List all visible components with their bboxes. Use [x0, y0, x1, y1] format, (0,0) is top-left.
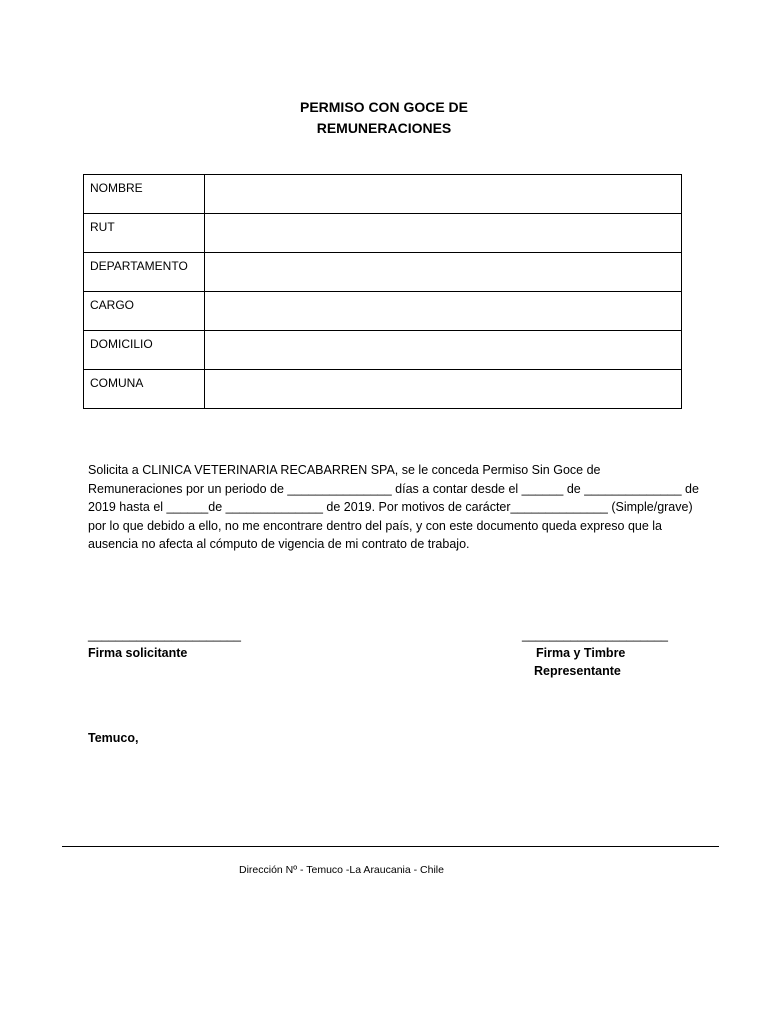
- field-value-nombre[interactable]: [205, 175, 682, 214]
- table-row: [84, 175, 682, 214]
- field-value-rut[interactable]: [205, 214, 682, 253]
- table-row: [84, 331, 682, 370]
- applicant-signature-line: ______________________: [88, 628, 241, 642]
- document-title: [0, 97, 768, 139]
- field-label-cargo: CARGO: [84, 292, 205, 331]
- footer-divider: [62, 846, 719, 847]
- title-line-1: PERMISO CON GOCE DE: [299, 99, 469, 115]
- representative-signature-line: _____________________: [522, 628, 668, 642]
- paragraph-line: ausencia no afecta al cómputo de vigencia de mi contrato de trabajo.: [88, 537, 470, 551]
- field-value-domicilio[interactable]: [205, 331, 682, 370]
- field-value-cargo[interactable]: [205, 292, 682, 331]
- title-line-2: REMUNERACIONES: [316, 120, 452, 136]
- field-value-departamento[interactable]: [205, 253, 682, 292]
- table-row: [84, 253, 682, 292]
- city-date-line: Temuco,: [88, 731, 139, 745]
- representative-role-label: Representante: [534, 664, 621, 678]
- field-label-domicilio: DOMICILIO: [84, 331, 205, 370]
- field-label-departamento: DEPARTAMENTO: [84, 253, 205, 292]
- employee-info-table: [83, 174, 682, 409]
- paragraph-line: por lo que debido a ello, no me encontrare dentro del país, y con este documento queda expreso que la: [88, 518, 662, 533]
- table-row: [84, 370, 682, 409]
- table-row: [84, 214, 682, 253]
- paragraph-line: Remuneraciones por un periodo de _______________ días a contar desde el ______ de ______________ de: [88, 481, 699, 496]
- paragraph-line: 2019 hasta el ______de ______________ de 2019. Por motivos de carácter______________ (Simple/grave): [88, 500, 693, 514]
- paragraph-line: Solicita a CLINICA VETERINARIA RECABARREN SPA, se le conceda Permiso Sin Goce de: [88, 463, 601, 477]
- field-label-comuna: COMUNA: [84, 370, 205, 409]
- field-value-comuna[interactable]: [205, 370, 682, 409]
- representative-signature-label: Firma y Timbre: [536, 646, 626, 660]
- field-label-rut: RUT: [84, 214, 205, 253]
- applicant-signature-block: [88, 626, 241, 662]
- footer-address: Dirección Nº - Temuco -La Araucania - Chile: [239, 864, 444, 876]
- representative-signature-block: [522, 626, 668, 680]
- request-paragraph: [88, 461, 718, 554]
- table-row: [84, 292, 682, 331]
- field-label-nombre: NOMBRE: [84, 175, 205, 214]
- applicant-signature-label: Firma solicitante: [88, 646, 188, 660]
